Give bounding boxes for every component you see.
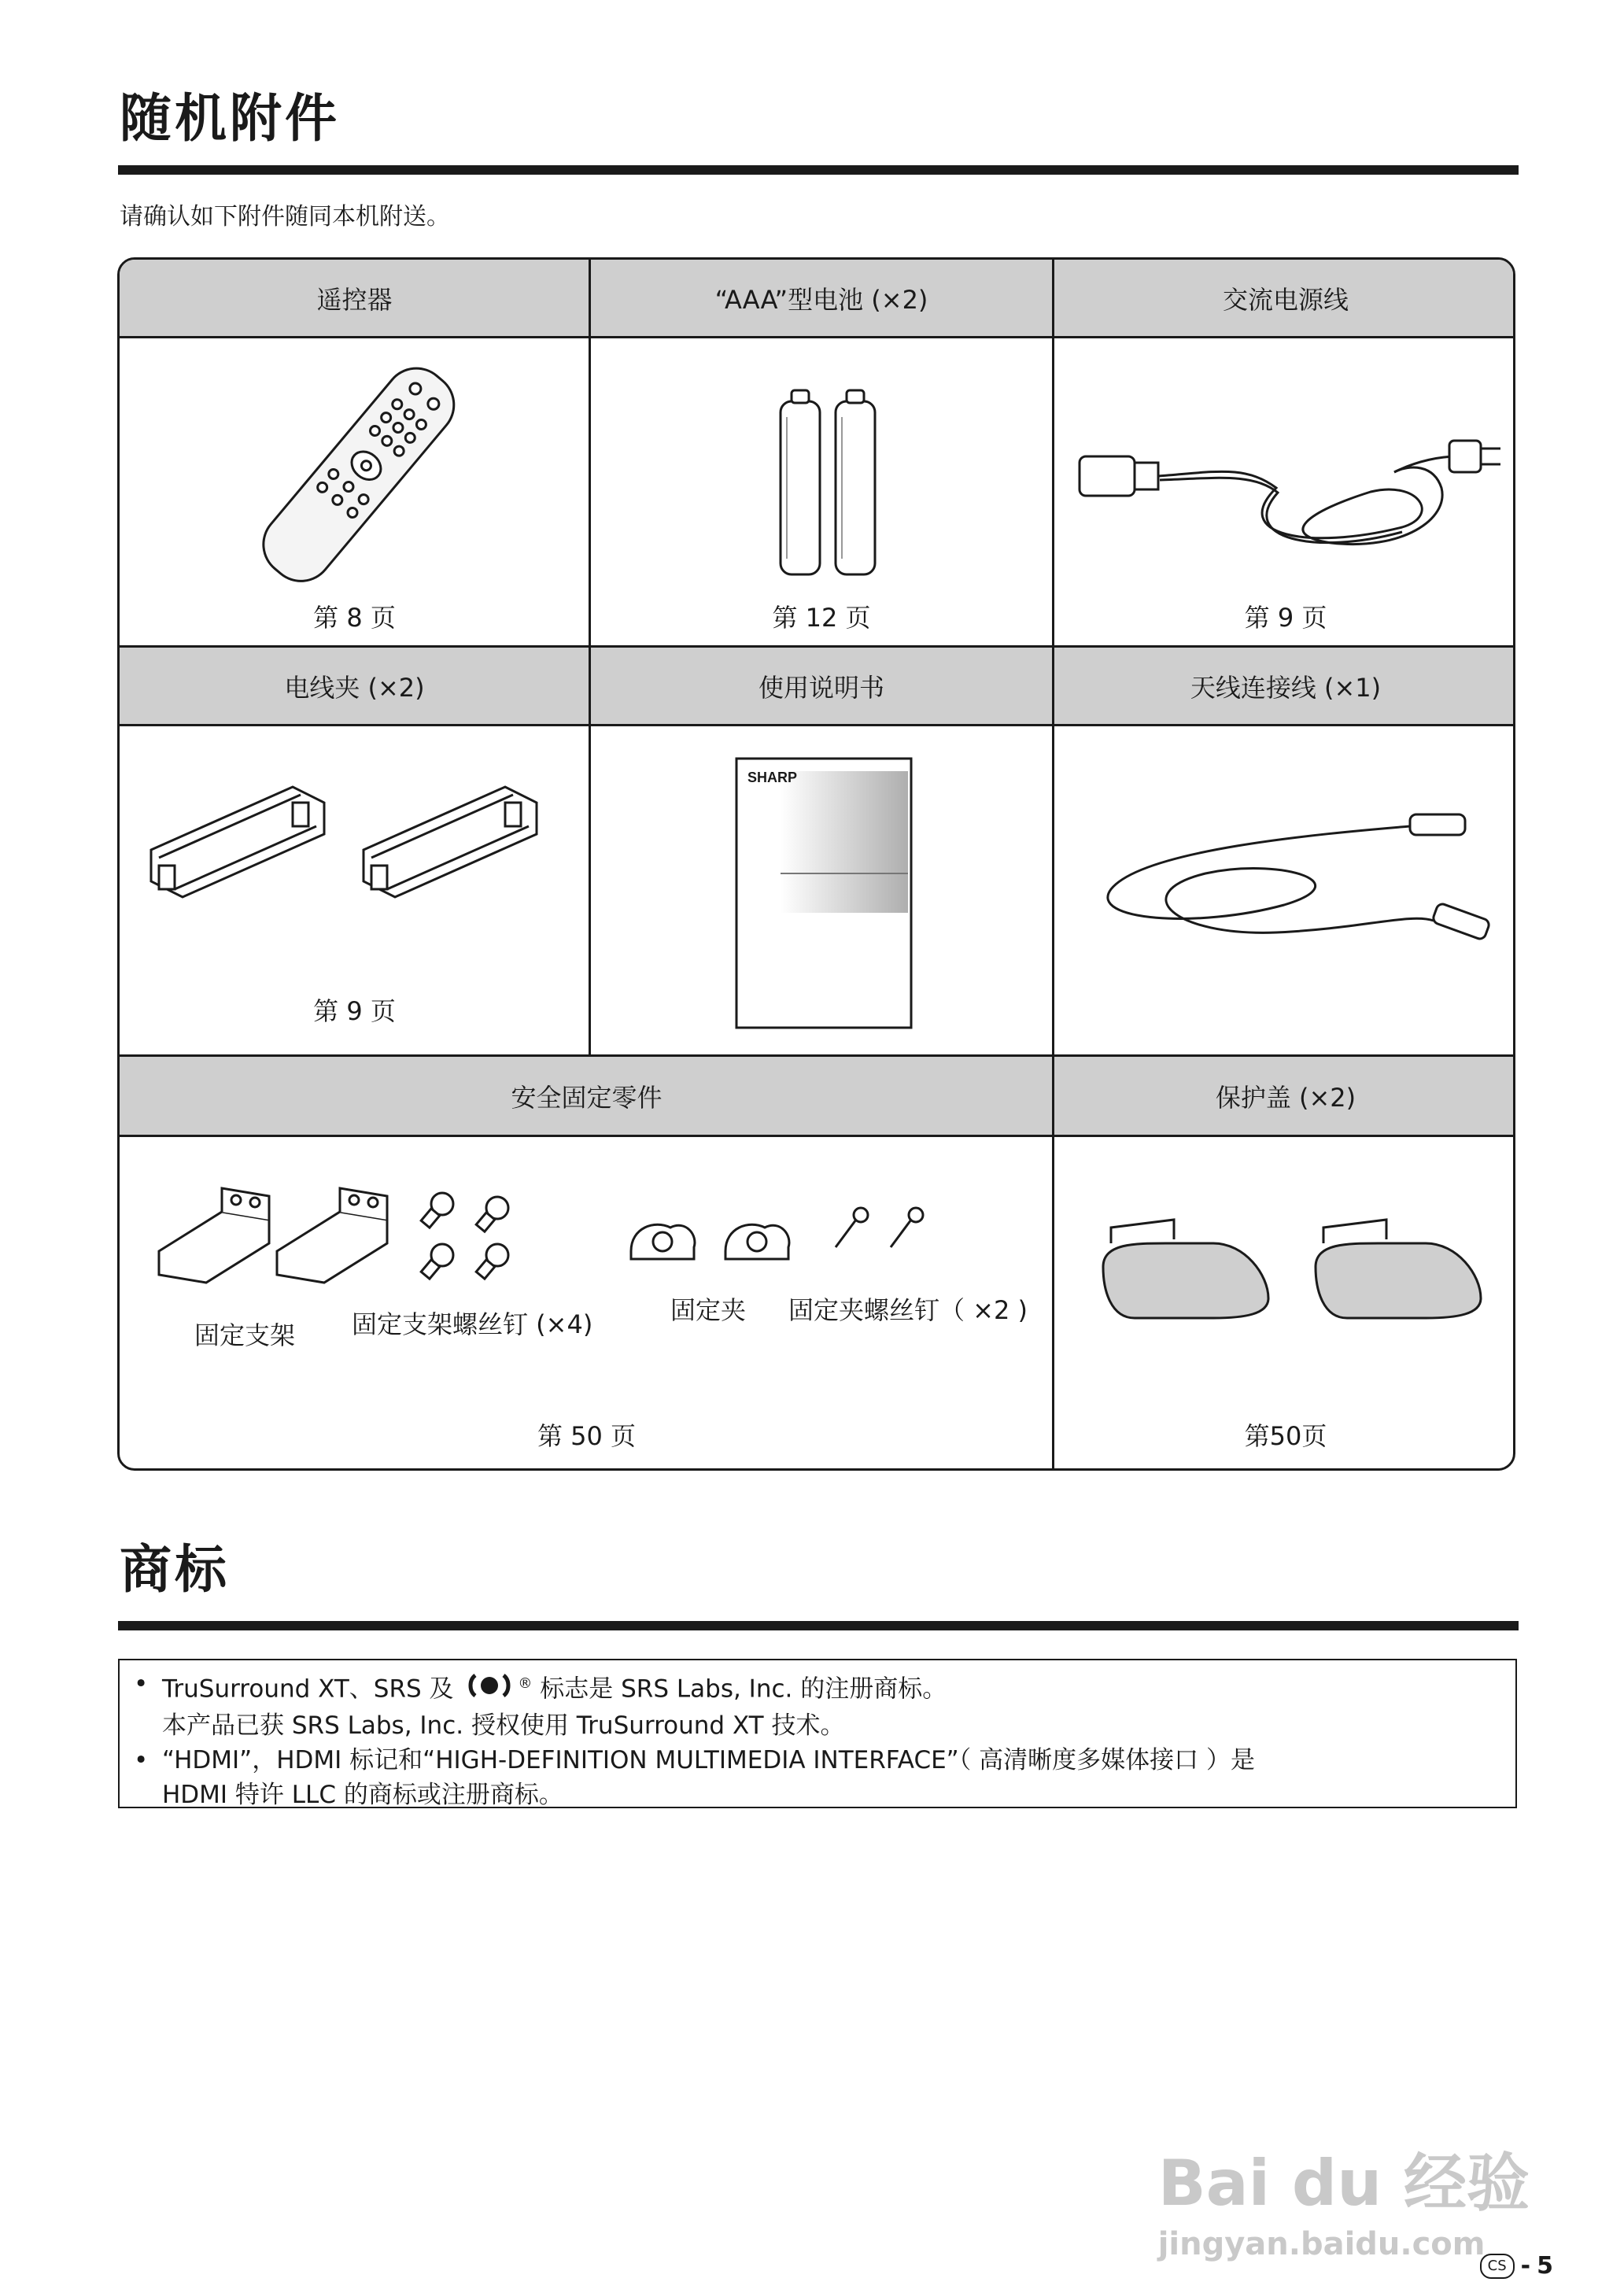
fixing-clamp-illustration [623, 1204, 796, 1275]
bracket-screw-illustration [411, 1188, 521, 1283]
section-title-accessories: 随机附件 [120, 88, 340, 149]
cable-clamp-illustration [135, 763, 576, 921]
trademark-text: TruSurround XT、SRS 及 [162, 1675, 454, 1704]
label-clamp-screw: 固定夹螺丝钉（ ×2 ) [788, 1295, 1028, 1325]
label-bracket-screw: 固定支架螺丝钉 (×4) [352, 1309, 593, 1339]
list-item: • TruSurround XT、SRS 及 ® 标志是 SRS Labs, Inc. 的注册商标。 本产品已获 SRS Labs, Inc. 授权使用 TruSurround XT 技术。 [134, 1670, 947, 1740]
label-clamp: 固定夹 [670, 1295, 747, 1325]
col-divider [1052, 260, 1054, 1471]
fixing-bracket-illustration [151, 1188, 395, 1291]
header-cover: 保护盖 (×2) [1054, 1057, 1515, 1137]
title-rule [118, 165, 1519, 175]
header-battery: “AAA”型电池 (×2) [589, 260, 1054, 338]
clamp-screw-illustration [828, 1204, 930, 1259]
section-title-trademarks: 商标 [120, 1539, 230, 1600]
manual-illustration [733, 755, 914, 1031]
list-item: • “HDMI”，HDMI 标记和“HIGH-DEFINITION MULTIMEDIA INTERFACE”（ 高清晰度多媒体接口 ）是 HDMI 特许 LLC 的商标或注册商标。 [134, 1745, 1255, 1809]
label-bracket: 固定支架 [194, 1320, 296, 1350]
header-ac-cord: 交流电源线 [1054, 260, 1515, 338]
page-footer [1480, 2252, 1553, 2280]
trademark-text: 本产品已获 SRS Labs, Inc. 授权使用 TruSurround XT 技术。 [162, 1711, 845, 1740]
ref-remote: 第 8 页 [313, 603, 396, 633]
header-manual: 使用说明书 [589, 648, 1054, 726]
battery-illustration [773, 386, 883, 582]
language-badge: CS [1480, 2254, 1515, 2279]
ref-battery: 第 12 页 [772, 603, 871, 633]
srs-logo-icon [464, 1672, 515, 1708]
ref-ac-cord: 第 9 页 [1244, 603, 1327, 633]
watermark [1158, 2132, 1530, 2262]
header-clamp: 电线夹 (×2) [120, 648, 589, 726]
trademark-box [118, 1659, 1517, 1808]
ref-cover: 第50页 [1244, 1421, 1327, 1451]
footer-separator: - [1520, 2252, 1531, 2280]
ref-clamp: 第 9 页 [313, 996, 396, 1026]
title-rule [118, 1621, 1519, 1630]
header-safety: 安全固定零件 [120, 1057, 1054, 1137]
watermark-url: jingyan.baidu.com [1157, 2226, 1486, 2262]
accessories-table [117, 257, 1515, 1471]
manual-brand: SHARP [747, 770, 798, 785]
trademark-text: HDMI 特许 LLC 的商标或注册商标。 [162, 1780, 563, 1809]
intro-text: 请确认如下附件随同本机附送。 [120, 203, 450, 231]
ac-cord-illustration [1072, 417, 1504, 574]
antenna-cable-illustration [1080, 803, 1489, 960]
watermark-brand: Bai du 经验 [1157, 2147, 1530, 2220]
protective-cover-illustration [1087, 1212, 1489, 1330]
page-number: 5 [1537, 2252, 1553, 2280]
header-remote: 遥控器 [120, 260, 589, 338]
trademark-text: 标志是 SRS Labs, Inc. 的注册商标。 [540, 1675, 947, 1704]
header-antenna: 天线连接线 (×1) [1054, 648, 1515, 726]
trademark-text: “HDMI”，HDMI 标记和“HIGH-DEFINITION MULTIMEDIA INTERFACE”（ 高清晰度多媒体接口 ）是 [162, 1745, 1255, 1774]
remote-control-illustration [230, 354, 482, 590]
col-divider [589, 260, 591, 1057]
ref-safety: 第 50 页 [537, 1421, 637, 1451]
